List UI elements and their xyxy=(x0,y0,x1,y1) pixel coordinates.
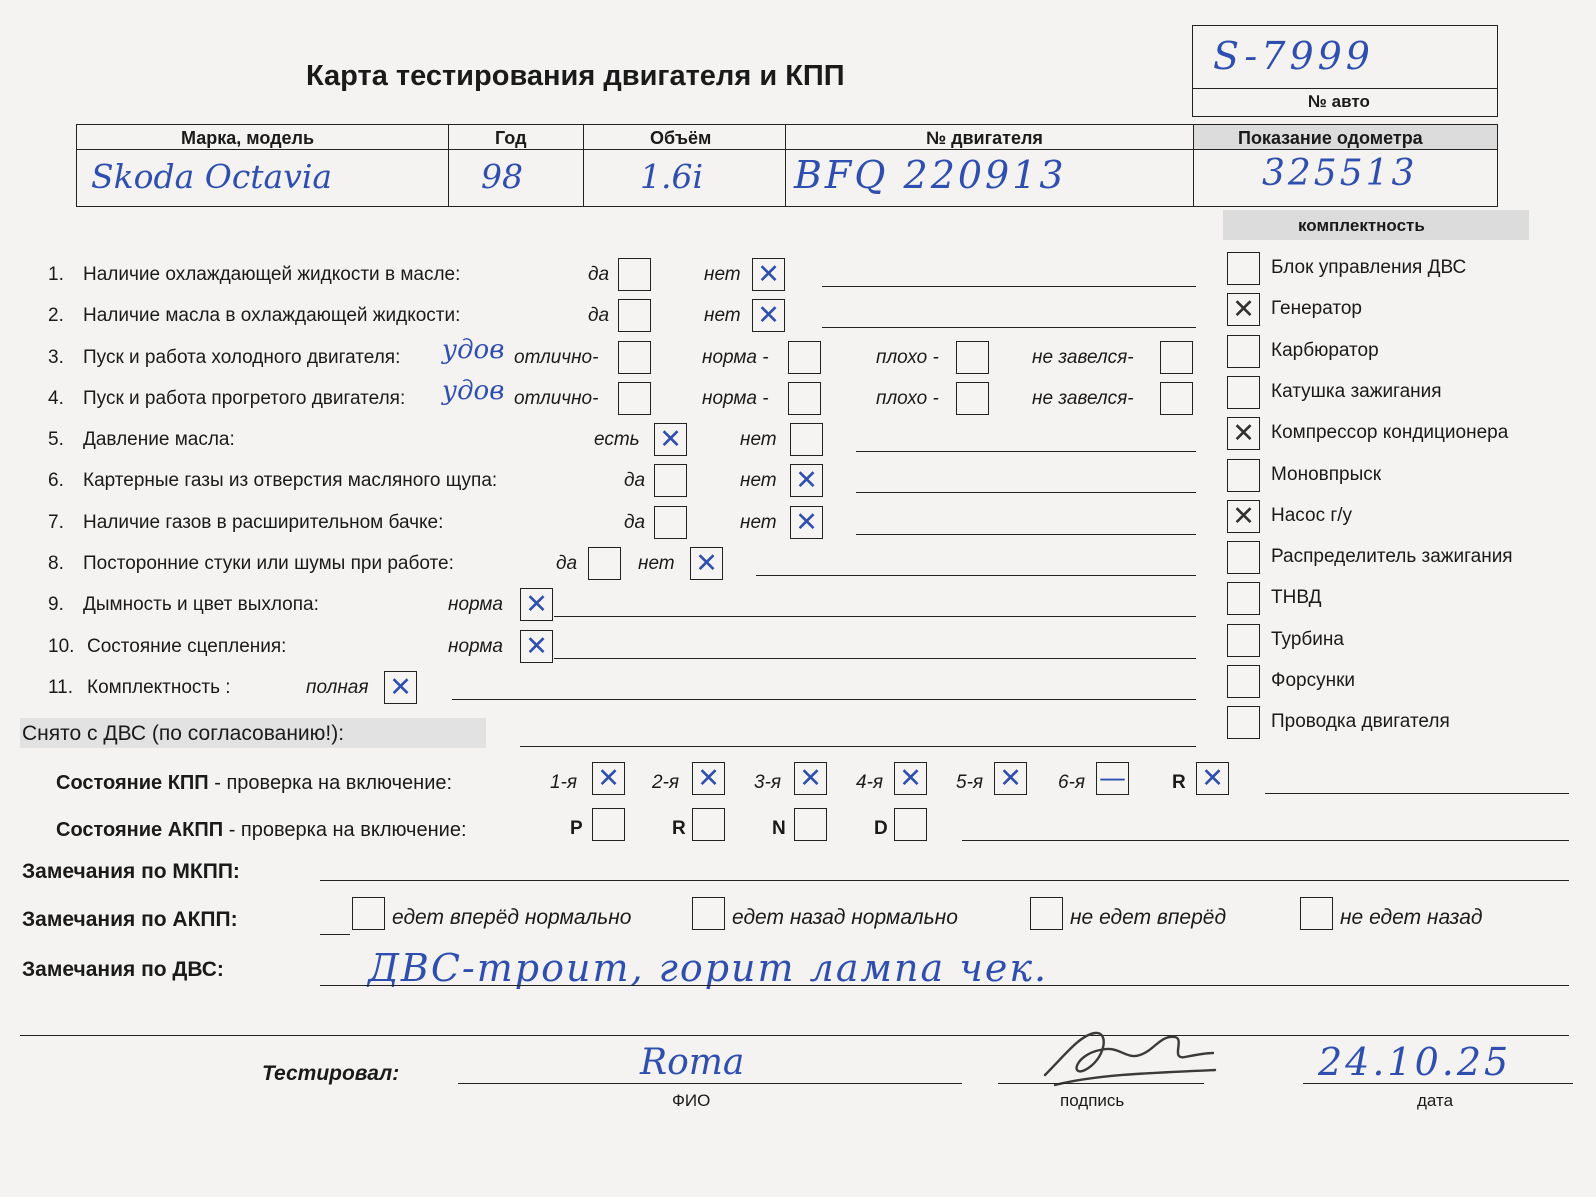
col-model xyxy=(77,125,449,206)
remarks-dvs-line xyxy=(320,985,1569,986)
date-value: 24.10.25 xyxy=(1318,1040,1512,1084)
gear-label: 5-я xyxy=(956,772,984,793)
option-checkbox[interactable] xyxy=(690,547,723,580)
row-line xyxy=(756,575,1196,576)
option-checkbox[interactable] xyxy=(788,341,821,374)
completeness-item-label: Компрессор кондиционера xyxy=(1271,422,1509,444)
row-number: 3. xyxy=(48,347,64,368)
row-number: 10. xyxy=(48,636,75,657)
row-label: Посторонние стуки или шумы при работе: xyxy=(83,553,454,574)
completeness-checkbox[interactable] xyxy=(1227,541,1260,574)
check-mark: ✕ xyxy=(1201,763,1224,794)
completeness-item-label: Блок управления ДВС xyxy=(1271,257,1467,278)
completeness-item-label: Турбина xyxy=(1271,628,1344,650)
row-label: Дымность и цвет выхлопа: xyxy=(83,594,319,615)
akpp-remark-line xyxy=(320,934,350,935)
akpp-remark-label: не едет вперёд xyxy=(1070,906,1227,929)
completeness-checkbox[interactable] xyxy=(1227,376,1260,409)
check-mark: ✕ xyxy=(525,631,548,662)
check-mark: ✕ xyxy=(1232,294,1255,326)
check-mark xyxy=(789,383,820,414)
check-mark xyxy=(1161,383,1192,414)
divider xyxy=(1193,88,1497,89)
check-mark xyxy=(589,548,620,579)
date-line xyxy=(1303,1083,1573,1084)
tester-name: Roma xyxy=(640,1042,745,1083)
check-mark: ✕ xyxy=(899,763,922,794)
option-checkbox[interactable] xyxy=(618,299,651,332)
gear-checkbox[interactable] xyxy=(794,762,827,795)
position-checkbox[interactable] xyxy=(692,808,725,841)
remarks-akpp-label: Замечания по АКПП: xyxy=(22,908,238,931)
option-label: не завелся- xyxy=(1032,388,1134,409)
kpp-label-rest: - проверка на включение: xyxy=(208,772,453,794)
year-value: 98 xyxy=(481,157,523,196)
option-checkbox[interactable] xyxy=(654,464,687,497)
check-mark: ✕ xyxy=(795,507,818,538)
option-checkbox[interactable] xyxy=(790,464,823,497)
akpp-label-bold: Состояние АКПП xyxy=(56,819,224,841)
option-checkbox[interactable] xyxy=(520,630,553,663)
completeness-item-label: Насос г/у xyxy=(1271,504,1353,526)
option-checkbox[interactable] xyxy=(520,588,553,621)
kpp-line xyxy=(1265,793,1569,794)
col-year xyxy=(449,125,584,206)
option-label: плохо - xyxy=(876,388,939,409)
check-mark: ✕ xyxy=(799,763,822,794)
gear-checkbox[interactable] xyxy=(1096,762,1129,795)
row-label: Пуск и работа прогретого двигателя: xyxy=(83,388,406,409)
akpp-remark-checkbox[interactable] xyxy=(1030,897,1063,930)
check-mark xyxy=(1228,377,1259,408)
check-mark xyxy=(619,259,650,290)
check-mark: ✕ xyxy=(695,548,718,579)
col-engine-no-header: № двигателя xyxy=(926,128,1043,148)
check-mark: — xyxy=(1099,763,1126,794)
check-mark xyxy=(619,383,650,414)
check-mark: ✕ xyxy=(1232,418,1255,450)
header-table xyxy=(76,124,1498,207)
gear-checkbox[interactable] xyxy=(994,762,1027,795)
option-checkbox[interactable] xyxy=(384,671,417,704)
row-label: Наличие масла в охлаждающей жидкости: xyxy=(83,305,461,326)
akpp-remark-checkbox[interactable] xyxy=(1300,897,1333,930)
akpp-label-rest: - проверка на включение: xyxy=(223,819,467,841)
signature-line xyxy=(998,1083,1204,1084)
auto-number-box xyxy=(1192,25,1498,117)
col-model-header: Марка, модель xyxy=(181,128,315,148)
akpp-remark-label: едет назад нормально xyxy=(732,906,958,929)
position-label: P xyxy=(570,818,583,839)
col-year-header: Год xyxy=(495,128,527,148)
fio-line xyxy=(458,1083,962,1084)
akpp-remark-label: не едет назад xyxy=(1340,906,1483,929)
option-label: норма - xyxy=(702,388,769,409)
gear-label: 1-я xyxy=(550,772,578,793)
completeness-checkbox[interactable] xyxy=(1227,665,1260,698)
row-note: удов xyxy=(442,376,505,406)
check-mark xyxy=(353,898,384,929)
option-label: полная xyxy=(306,677,369,698)
option-label: нет xyxy=(740,470,777,491)
completeness-checkbox[interactable] xyxy=(1227,582,1260,615)
option-label: да xyxy=(588,264,610,285)
check-mark xyxy=(619,300,650,331)
auto-number-label: № авто xyxy=(1308,92,1370,111)
option-checkbox[interactable] xyxy=(654,423,687,456)
option-label: да xyxy=(588,305,610,326)
col-volume-header: Объём xyxy=(650,128,712,148)
row-label: Пуск и работа холодного двигателя: xyxy=(83,347,401,368)
option-label: да xyxy=(624,470,646,491)
col-volume xyxy=(584,125,786,206)
check-mark xyxy=(619,342,650,373)
option-label: не завелся- xyxy=(1032,347,1134,368)
gear-checkbox[interactable] xyxy=(894,762,927,795)
row-label: Давление масла: xyxy=(83,429,235,450)
position-label: N xyxy=(772,818,786,839)
gear-checkbox[interactable] xyxy=(592,762,625,795)
completeness-checkbox[interactable] xyxy=(1227,459,1260,492)
check-mark xyxy=(693,809,724,840)
remarks-dvs-value: ДВС-троит, горит лампа чек. xyxy=(368,946,1049,990)
engine-no-value: BFQ 220913 xyxy=(794,153,1067,197)
row-line xyxy=(856,492,1196,493)
row-note: удов xyxy=(442,335,505,365)
completeness-item-label: Форсунки xyxy=(1271,670,1355,691)
row-label: Наличие газов в расширительном бачке: xyxy=(83,512,444,533)
row-label: Комплектность : xyxy=(87,677,231,698)
check-mark: ✕ xyxy=(1232,500,1255,532)
gear-checkbox[interactable] xyxy=(692,762,725,795)
check-mark xyxy=(693,898,724,929)
remarks-dvs-label: Замечания по ДВС: xyxy=(22,958,224,981)
row-line xyxy=(452,699,1196,700)
option-label: плохо - xyxy=(876,347,939,368)
date-caption: дата xyxy=(1417,1091,1454,1110)
check-mark xyxy=(1228,666,1259,697)
remarks-extra-line xyxy=(20,1035,1569,1036)
remarks-mkpp-line xyxy=(320,880,1569,881)
check-mark xyxy=(1161,342,1192,373)
row-number: 5. xyxy=(48,429,64,450)
removed-line xyxy=(520,746,1196,747)
completeness-checkbox[interactable] xyxy=(1227,417,1260,450)
option-checkbox[interactable] xyxy=(790,506,823,539)
completeness-item-label: Карбюратор xyxy=(1271,339,1379,361)
option-label: нет xyxy=(704,305,741,326)
completeness-title: комплектность xyxy=(1298,216,1425,235)
fio-caption: ФИО xyxy=(672,1091,711,1110)
option-checkbox[interactable] xyxy=(956,382,989,415)
gear-checkbox[interactable] xyxy=(1196,762,1229,795)
check-mark xyxy=(1228,336,1259,367)
col-odometer xyxy=(1194,125,1497,206)
odometer-value: 325513 xyxy=(1262,153,1418,194)
check-mark: ✕ xyxy=(659,424,682,455)
check-mark xyxy=(1228,707,1259,738)
option-checkbox[interactable] xyxy=(956,341,989,374)
check-mark xyxy=(1228,542,1259,573)
option-label: нет xyxy=(704,264,741,285)
row-number: 2. xyxy=(48,305,64,326)
option-label: норма - xyxy=(702,347,769,368)
option-label: нет xyxy=(638,553,675,574)
row-line xyxy=(856,534,1196,535)
row-number: 11. xyxy=(48,677,74,698)
option-label: норма xyxy=(448,594,503,615)
auto-number-value: S-7999 xyxy=(1213,34,1374,78)
option-checkbox[interactable] xyxy=(618,341,651,374)
check-mark xyxy=(1031,898,1062,929)
row-line xyxy=(856,451,1196,452)
check-mark xyxy=(1228,583,1259,614)
check-mark xyxy=(593,809,624,840)
row-label: Состояние сцепления: xyxy=(87,636,287,657)
position-checkbox[interactable] xyxy=(894,808,927,841)
position-checkbox[interactable] xyxy=(592,808,625,841)
row-number: 7. xyxy=(48,512,64,533)
completeness-item-label: ТНВД xyxy=(1271,587,1322,609)
completeness-checkbox[interactable] xyxy=(1227,500,1260,533)
check-mark xyxy=(1228,460,1259,491)
option-checkbox[interactable] xyxy=(618,382,651,415)
check-mark: ✕ xyxy=(795,465,818,496)
akpp-remark-label: едет вперёд нормально xyxy=(392,906,632,929)
tested-label: Тестировал: xyxy=(262,1062,400,1085)
gear-label: 2-я xyxy=(652,772,680,793)
completeness-item-label: Генератор xyxy=(1271,298,1362,320)
gear-label: 6-я xyxy=(1058,772,1086,793)
check-mark xyxy=(655,465,686,496)
completeness-checkbox[interactable] xyxy=(1227,293,1260,326)
option-label: отлично- xyxy=(514,388,599,409)
model-value: Skoda Octavia xyxy=(91,157,333,196)
position-checkbox[interactable] xyxy=(794,808,827,841)
option-checkbox[interactable] xyxy=(1160,341,1193,374)
completeness-item-label: Моновпрыск xyxy=(1271,463,1382,485)
remarks-mkpp-label: Замечания по МКПП: xyxy=(22,860,240,883)
option-label: отлично- xyxy=(514,347,599,368)
option-label: нет xyxy=(740,429,777,450)
col-engine-no xyxy=(786,125,1194,206)
position-label: R xyxy=(672,818,686,839)
check-mark: ✕ xyxy=(757,300,780,331)
check-mark: ✕ xyxy=(525,589,548,620)
volume-value: 1.6i xyxy=(640,157,704,196)
check-mark: ✕ xyxy=(597,763,620,794)
check-mark xyxy=(895,809,926,840)
option-checkbox[interactable] xyxy=(788,382,821,415)
option-label: да xyxy=(556,553,578,574)
check-mark: ✕ xyxy=(757,259,780,290)
check-mark xyxy=(957,383,988,414)
row-line xyxy=(822,327,1196,328)
removed-label: Снято с ДВС (по согласованию!): xyxy=(22,722,345,745)
row-line xyxy=(822,286,1196,287)
check-mark xyxy=(795,809,826,840)
kpp-label-bold: Состояние КПП xyxy=(56,772,209,794)
option-checkbox[interactable] xyxy=(752,258,785,291)
kpp-label xyxy=(56,772,452,795)
completeness-item-label: Проводка двигателя xyxy=(1271,711,1450,733)
row-line xyxy=(554,658,1196,659)
option-label: нет xyxy=(740,512,777,533)
akpp-line xyxy=(962,840,1569,841)
gear-label: R xyxy=(1172,772,1186,793)
completeness-checkbox[interactable] xyxy=(1227,624,1260,657)
check-mark: ✕ xyxy=(389,672,412,703)
check-mark: ✕ xyxy=(697,763,720,794)
option-checkbox[interactable] xyxy=(790,423,823,456)
option-checkbox[interactable] xyxy=(618,258,651,291)
completeness-checkbox[interactable] xyxy=(1227,252,1260,285)
gear-label: 4-я xyxy=(856,772,884,793)
option-checkbox[interactable] xyxy=(1160,382,1193,415)
row-number: 6. xyxy=(48,470,64,491)
signature-caption: подпись xyxy=(1060,1091,1125,1110)
option-label: да xyxy=(624,512,646,533)
position-label: D xyxy=(874,818,888,839)
akpp-remark-checkbox[interactable] xyxy=(352,897,385,930)
completeness-item-label: Распределитель зажигания xyxy=(1271,546,1513,568)
option-label: норма xyxy=(448,636,503,657)
row-number: 8. xyxy=(48,553,64,574)
gear-label: 3-я xyxy=(754,772,782,793)
check-mark xyxy=(1228,253,1259,284)
check-mark xyxy=(1301,898,1332,929)
option-checkbox[interactable] xyxy=(752,299,785,332)
row-number: 9. xyxy=(48,594,64,615)
completeness-item-label: Катушка зажигания xyxy=(1271,380,1442,402)
col-odometer-header: Показание одометра xyxy=(1238,128,1423,148)
row-label: Картерные газы из отверстия масляного щупа: xyxy=(83,470,498,491)
option-checkbox[interactable] xyxy=(654,506,687,539)
check-mark xyxy=(789,342,820,373)
akpp-label xyxy=(56,819,467,842)
option-checkbox[interactable] xyxy=(588,547,621,580)
check-mark xyxy=(791,424,822,455)
row-line xyxy=(554,616,1196,617)
check-mark xyxy=(655,507,686,538)
row-number: 1. xyxy=(48,264,64,285)
akpp-remark-checkbox[interactable] xyxy=(692,897,725,930)
check-mark: ✕ xyxy=(999,763,1022,794)
row-label: Наличие охлаждающей жидкости в масле: xyxy=(83,264,461,285)
page-title: Карта тестирования двигателя и КПП xyxy=(306,60,845,92)
completeness-checkbox[interactable] xyxy=(1227,706,1260,739)
option-label: есть xyxy=(594,429,640,450)
check-mark xyxy=(957,342,988,373)
row-number: 4. xyxy=(48,388,64,409)
check-mark xyxy=(1228,625,1259,656)
completeness-checkbox[interactable] xyxy=(1227,335,1260,368)
